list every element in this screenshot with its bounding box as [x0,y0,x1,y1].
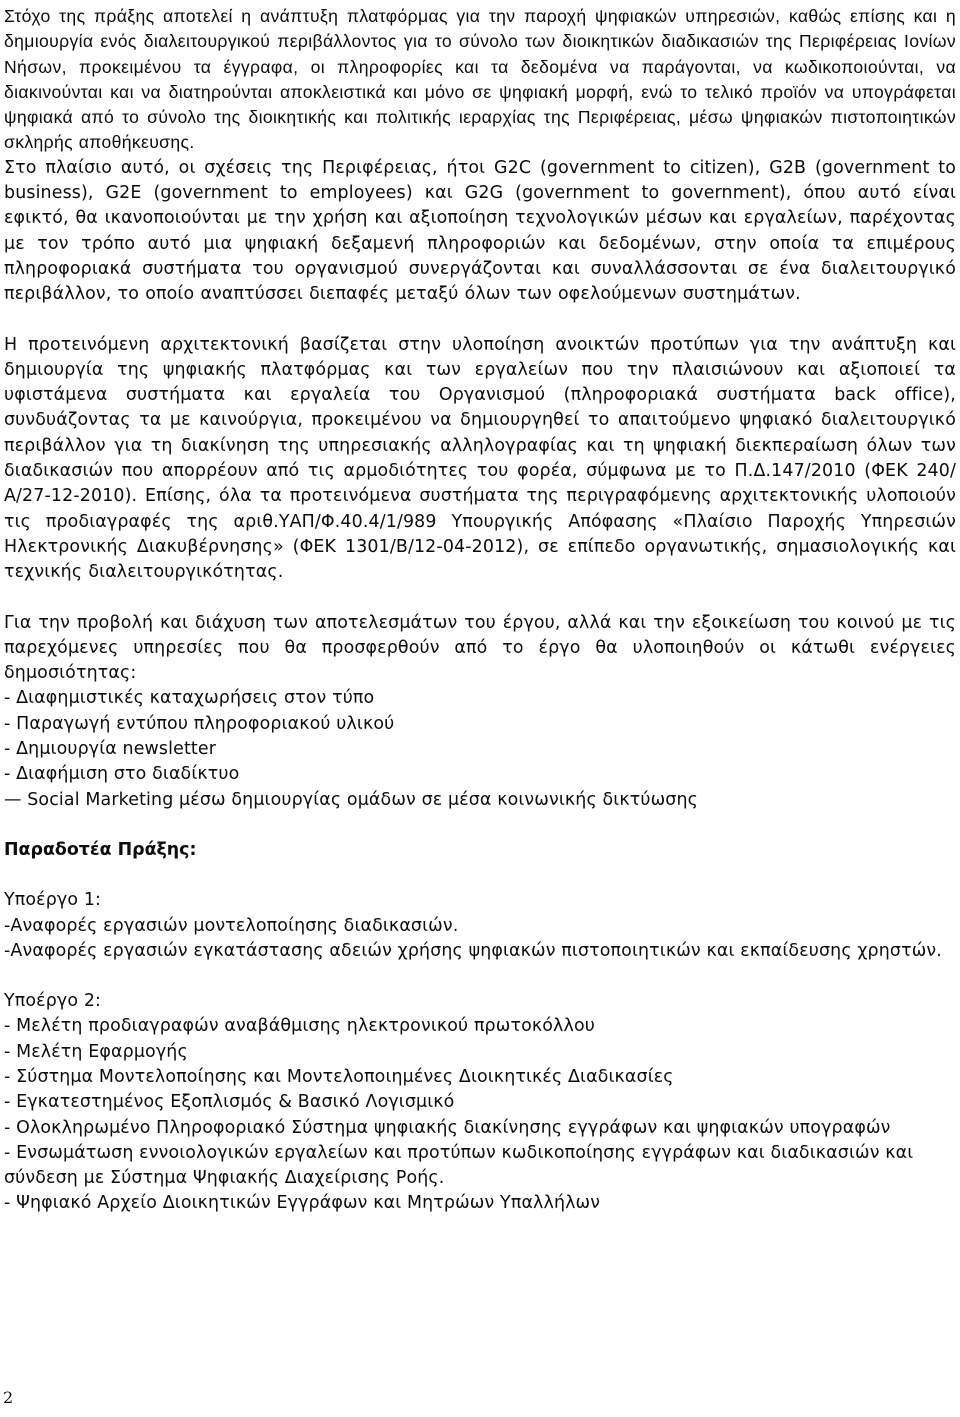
list-item: - Παραγωγή εντύπου πληροφοριακού υλικού [4,713,395,734]
document-page [4,4,956,1217]
spacer [4,586,956,611]
subproject-title: Υποέργο 2: [4,991,102,1012]
list-item: - Μελέτη Εφαρμογής [4,1041,188,1062]
paragraph-publicity: Για την προβολή και διάχυση των αποτελεσμάτων του έργου, αλλά και την εξοικείωση του κοινού με τις παρεχόμενες υπηρεσίες που θα προσφερθούν από το έργο θα υλοποιηθούν οι κάτωθι ενέργειες δημοσιότητας: [4,612,956,684]
list-item: - Μελέτη προδιαγραφών αναβάθμισης ηλεκτρονικού πρωτοκόλλου [4,1016,595,1037]
list-item: -Αναφορές εργασιών μοντελοποίησης διαδικασιών. [4,915,459,936]
list-item: - Δημιουργία newsletter [4,739,217,760]
subproject-2 [4,989,956,1217]
subproject-title: Υποέργο 1: [4,890,102,911]
list-item: — Social Marketing μέσω δημιουργίας ομάδων σε μέσα κοινωνικής δικτύωσης [4,789,698,810]
list-item: -Αναφορές εργασιών εγκατάστασης αδειών χρήσης ψηφιακών πιστοποιητικών και εκπαίδευσης χρηστών. [4,940,942,961]
subproject-1 [4,888,956,964]
page-number: 2 [3,1388,14,1407]
paragraph-architecture: Η προτεινόμενη αρχιτεκτονική βασίζεται στην υλοποίηση ανοικτών προτύπων για την ανάπτυξη και δημιουργία της ψηφιακής πλατφόρμας και των εργαλείων που την πλαισιώνουν και αξιοποιεί τα υφιστάμενα συστήματα και εργαλεία του Οργανισμού (πληροφοριακά συστήματα back office), συνδυάζοντας τα με καινούργια, προκειμένου να δημιουργηθεί το απαιτούμενο ψηφιακό διαλειτουργικό περιβάλλον για τη διακίνηση της υπηρεσιακής αλληλογραφίας και τη ψηφιακή διεκπεραίωση όλων των διαδικασιών που απορρέουν από τις αρμοδιότητες του φορέα, σύμφωνα με το Π.Δ.147/2010 (ΦΕΚ 240/Α/27-12-2010). Επίσης, όλα τα προτεινόμενα συστήματα της περιγραφόμενης αρχιτεκτονικής υλοποιούν τις προδιαγραφές της αριθ.ΥΑΠ/Φ.40.4/1/989 Υπουργικής Απόφασης «Πλαίσιο Παροχής Υπηρεσιών Ηλεκτρονικής Διακυβέρνησης» (ΦΕΚ 1301/Β/12-04-2012), σε επίπεδο οργανωτικής, σημασιολογικής και τεχνικής διαλειτουργικότητας. [4,334,956,583]
publicity-list [4,686,956,812]
list-item: - Διαφήμιση στο διαδίκτυο [4,764,240,785]
spacer [4,964,956,989]
list-item: - Ψηφιακό Αρχείο Διοικητικών Εγγράφων και Μητρώων Υπαλλήλων [4,1193,601,1214]
list-item: - Ολοκληρωμένο Πληροφοριακό Σύστημα ψηφιακής διακίνησης εγγράφων και ψηφιακών υπογραφών [4,1117,891,1138]
list-item: - Διαφημιστικές καταχωρήσεις στον τύπο [4,688,375,709]
paragraph-project-goal: Στόχο της πράξης αποτελεί η ανάπτυξη πλατφόρμας για την παροχή ψηφιακών υπηρεσιών, καθώς επίσης και η δημιουργία ενός διαλειτουργικού περιβάλλοντος για το σύνολο των διοικητικών διαδικασιών της Περιφέρειας Ιονίων Νήσων, προκειμένου τα έγγραφα, οι πληροφορίες και τα δεδομένα να παράγονται, να κωδικοποιούνται, να διακινούνται και να διατηρούνται αποκλειστικά και μόνο σε ψηφιακή μορφή, ενώ το τελικό προϊόν να υπογράφεται ψηφιακά από το σύνολο της διοικητικής και πολιτικής ιεραρχίας της Περιφέρειας, μέσω ψηφιακών πιστοποιητικών σκληρής αποθήκευσης. [4,6,956,153]
paragraph-relations: Στο πλαίσιο αυτό, οι σχέσεις της Περιφέρειας, ήτοι G2C (government to citizen), G2B (government to business), G2E (government to employees) και G2G (government to government), όπου αυτό είναι εφικτό, θα ικανοποιούνται με την χρήση και αξιοποίηση τεχνολογικών μέσων και εργαλείων, παρέχοντας με τον τρόπο αυτό μια ψηφιακή δεξαμενή πληροφοριών και δεδομένων, στην οποία τα επιμέρους πληροφοριακά συστήματα του οργανισμού συνεργάζονται και συναλλάσσονται σε ένα διαλειτουργικό περιβάλλον, το οποίο αναπτύσσει διεπαφές μεταξύ όλων των οφελούμενων συστημάτων. [4,157,956,305]
list-item: - Σύστημα Μοντελοποίησης και Μοντελοποιημένες Διοικητικές Διαδικασίες [4,1066,674,1087]
deliverables-heading: Παραδοτέα Πράξης: [4,839,197,860]
list-item: - Εγκατεστημένος Εξοπλισμός & Βασικό Λογισμικό [4,1092,455,1113]
spacer [4,863,956,888]
spacer [4,813,956,838]
spacer [4,308,956,333]
list-item: - Ενσωμάτωση εννοιολογικών εργαλείων και προτύπων κωδικοποίησης εγγράφων και διαδικασιών και σύνδεση με Σύστημα Ψηφιακής Διαχείρισης Ροής. [4,1142,914,1189]
